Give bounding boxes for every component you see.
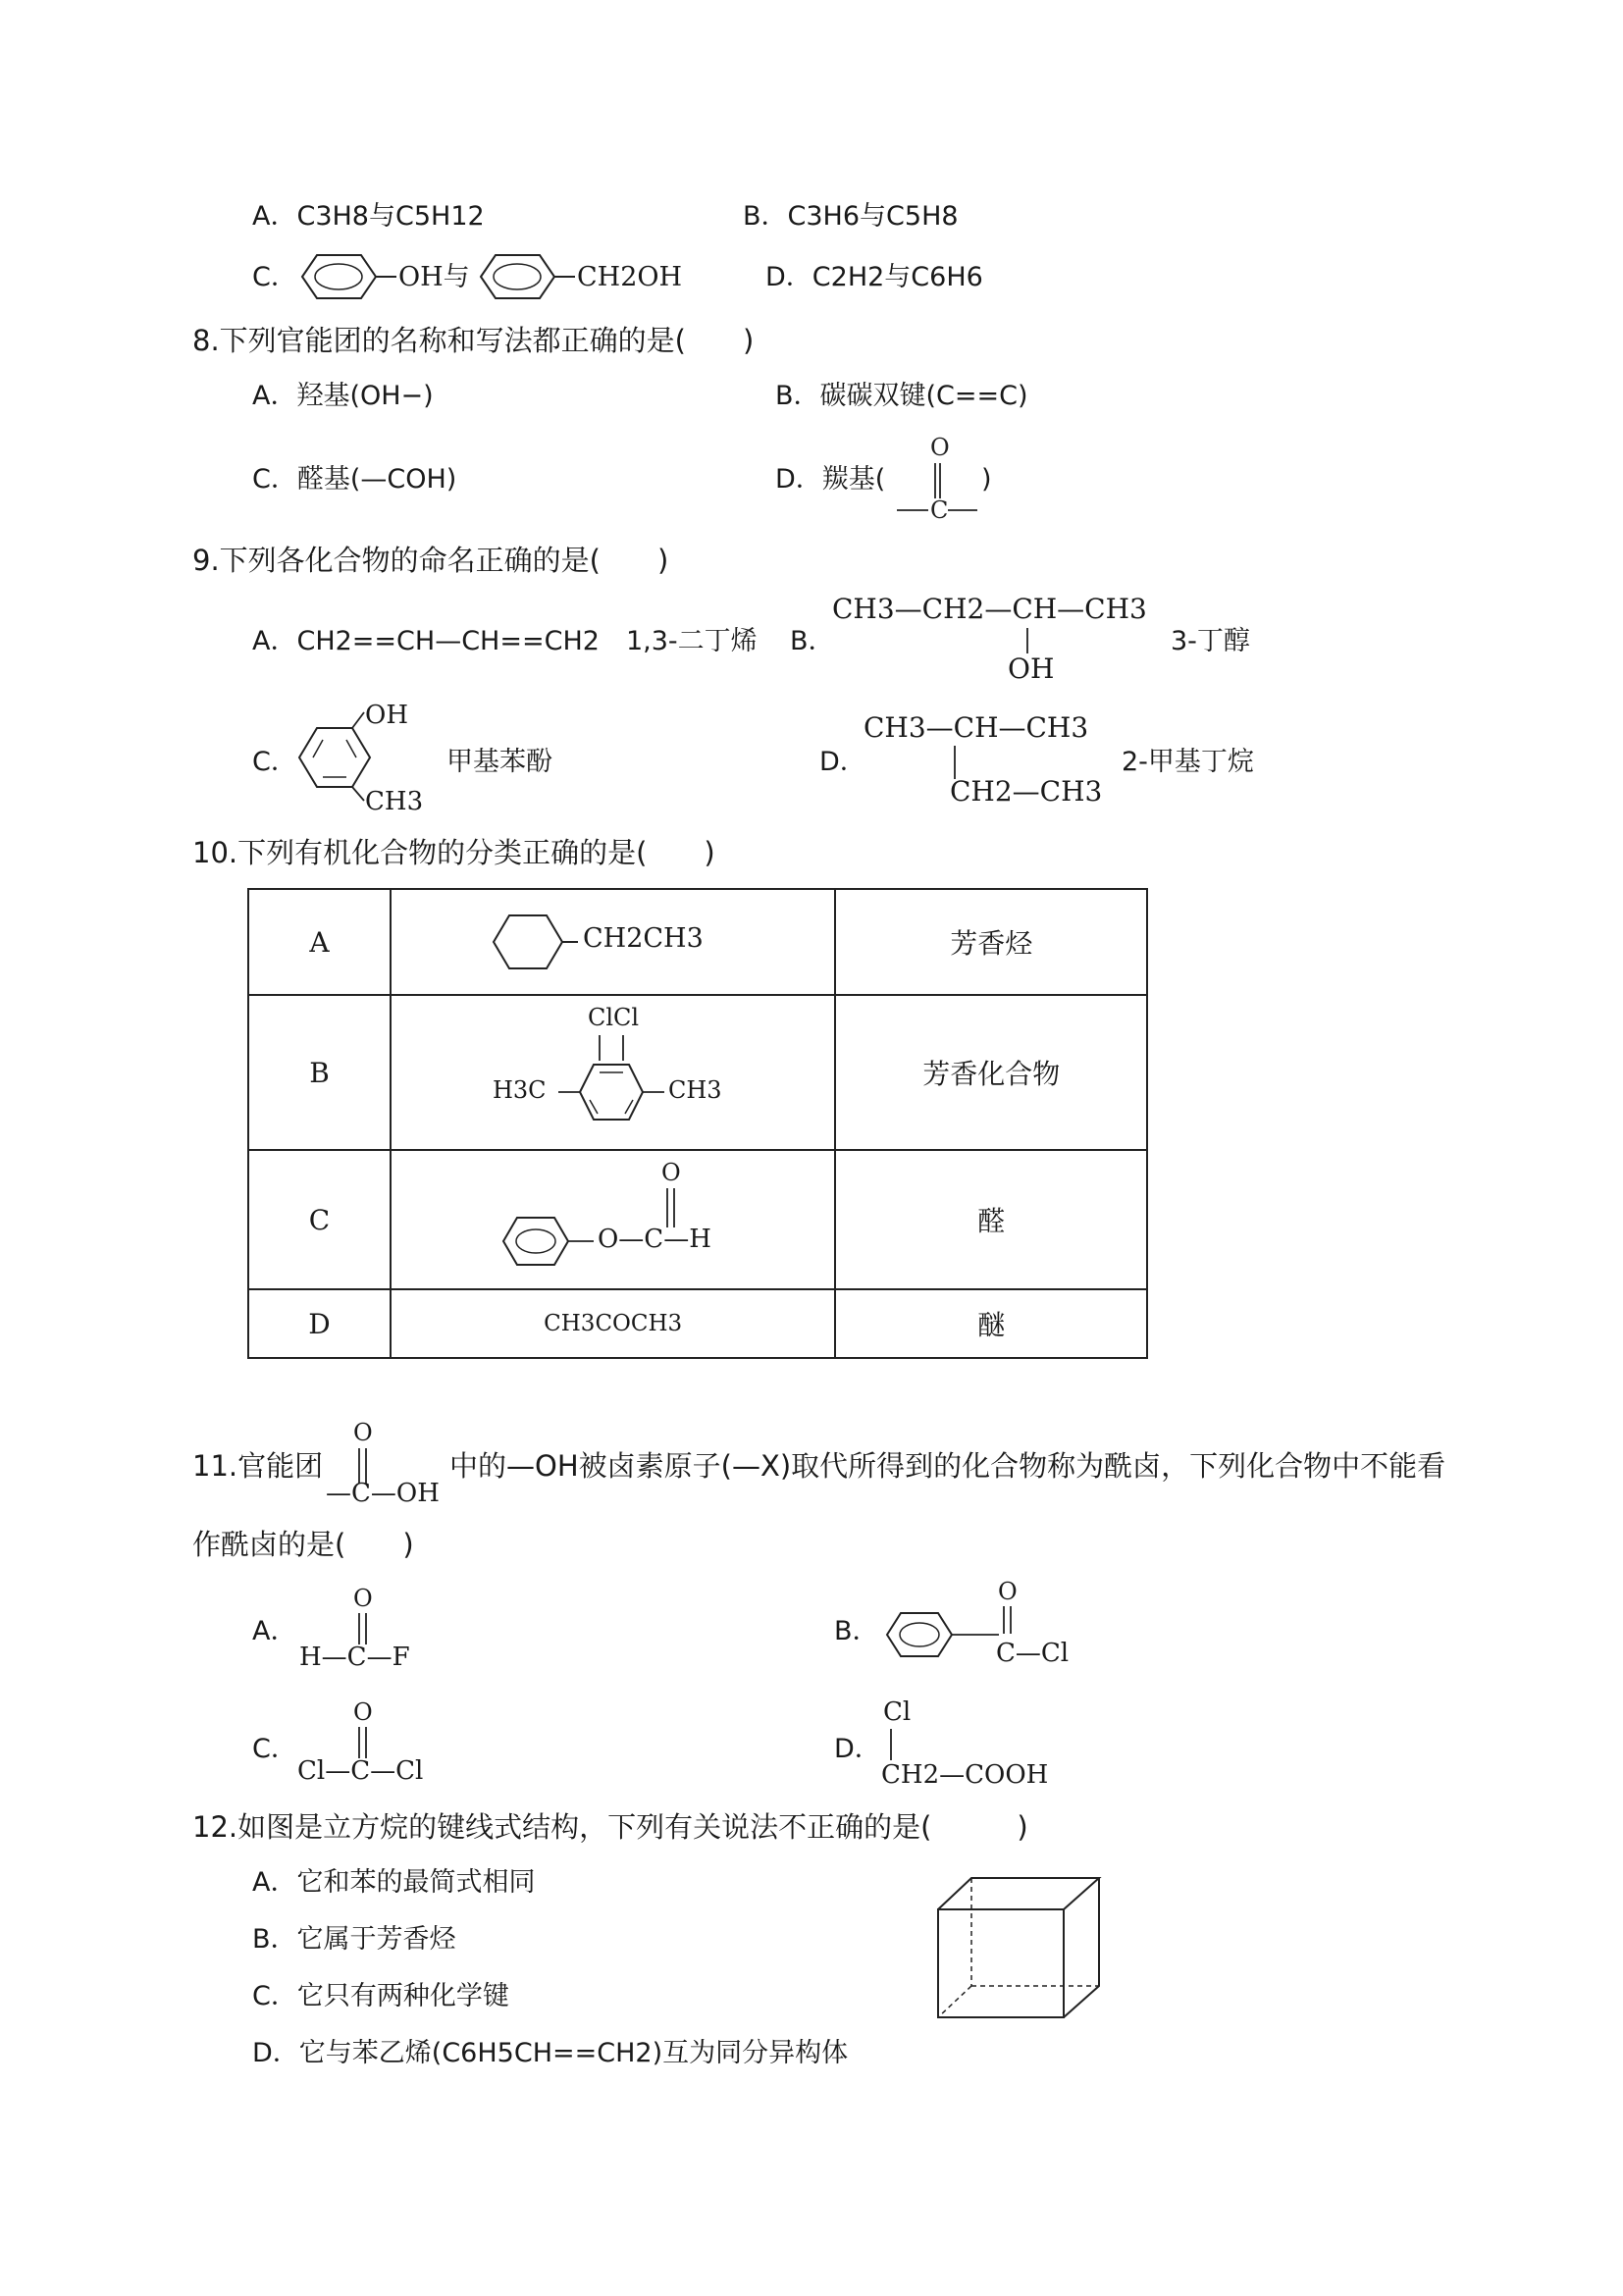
q11-option-c-label: C． bbox=[252, 1734, 297, 1764]
q11-stem-start: 11.官能团 bbox=[192, 1449, 324, 1483]
q8-option-b: B．碳碳双键(C==C) bbox=[775, 381, 1028, 411]
q8-stem: 8.下列官能团的名称和写法都正确的是( ) bbox=[192, 324, 755, 357]
q11-group-chain: —C—OH bbox=[326, 1479, 440, 1508]
methyl-right: CH3 bbox=[667, 1076, 722, 1104]
class-cell: 芳香化合物 bbox=[835, 995, 1147, 1150]
table-row bbox=[248, 1150, 1147, 1289]
q11-option-c-chain: Cl—C—Cl bbox=[297, 1756, 424, 1786]
table-row bbox=[248, 995, 1147, 1150]
q11-option-c-o: O bbox=[353, 1698, 373, 1726]
q7-option-c-label: C． bbox=[252, 262, 297, 292]
q12-stem: 12.如图是立方烷的键线式结构，下列有关说法不正确的是( ) bbox=[192, 1810, 1028, 1844]
q11-group-o: O bbox=[353, 1419, 373, 1446]
q11-stem-end: 中的—OH被卤素原子(—X)取代所得到的化合物称为酰卤，下列化合物中不能看 bbox=[449, 1449, 1446, 1483]
q9-option-c-oh: OH bbox=[365, 701, 408, 730]
class-cell: 醚 bbox=[835, 1289, 1147, 1358]
q9-option-b-formula: CH3—CH2—CH—CH3 bbox=[832, 593, 1147, 625]
table-row bbox=[248, 889, 1147, 995]
q11-option-d-label: D． bbox=[834, 1734, 881, 1764]
carbonyl-double-bond bbox=[664, 1188, 678, 1227]
q9-option-d-top: CH3—CH—CH3 bbox=[864, 711, 1089, 744]
benzene-ring-icon bbox=[503, 1218, 568, 1265]
q7-option-b: B．C3H6与C5H8 bbox=[743, 201, 959, 232]
q9-option-d-bottom: CH2—CH3 bbox=[950, 775, 1103, 808]
q8-option-d-close: ) bbox=[981, 464, 992, 495]
q7-option-c-mid: OH与 bbox=[398, 262, 470, 292]
structure-cell bbox=[391, 889, 835, 995]
q11-option-b-label: B． bbox=[834, 1616, 879, 1646]
q11-option-a-o: O bbox=[353, 1585, 373, 1612]
q12-option-d: D．它与苯乙烯(C6H5CH==CH2)互为同分异构体 bbox=[252, 2038, 849, 2068]
benzene-ring-icon bbox=[887, 1613, 952, 1656]
q11-option-a-chain: H—C—F bbox=[299, 1643, 410, 1672]
classification-table bbox=[247, 888, 1148, 1359]
benzene-ring-icon bbox=[302, 255, 376, 298]
q9-option-c-label: C． bbox=[252, 747, 297, 777]
structure-cell bbox=[391, 995, 835, 1150]
carbonyl-structure bbox=[891, 432, 979, 530]
svg-text:C: C bbox=[930, 496, 949, 524]
q9-option-a: A．CH2==CH—CH==CH2 1,3-二丁烯 bbox=[252, 626, 758, 656]
q9-d-bond bbox=[950, 746, 960, 779]
q9-stem: 9.下列各化合物的命名正确的是( ) bbox=[192, 544, 669, 577]
benzene-ring-icon bbox=[481, 255, 554, 298]
q11-option-a-label: A． bbox=[252, 1616, 297, 1646]
row-label: A bbox=[248, 889, 391, 995]
ester-chain: O—C—H bbox=[597, 1225, 711, 1254]
class-cell: 醛 bbox=[835, 1150, 1147, 1289]
benzoyl-chloride-structure bbox=[883, 1605, 1001, 1664]
q10-stem: 10.下列有机化合物的分类正确的是( ) bbox=[192, 836, 715, 869]
structure-cell: CH3COCH3 bbox=[391, 1289, 835, 1358]
q8-option-d-label: D．羰基( bbox=[775, 464, 886, 495]
q8-option-a: A．羟基(OH−) bbox=[252, 381, 434, 411]
cubane-figure bbox=[932, 1874, 1109, 2021]
q12-option-a: A．它和苯的最简式相同 bbox=[252, 1867, 536, 1898]
table-row bbox=[248, 1289, 1147, 1358]
q9-option-c-ch3: CH3 bbox=[365, 787, 424, 816]
row-label: B bbox=[248, 995, 391, 1150]
q9-option-b-label: B． bbox=[790, 626, 835, 656]
q9-option-d-name: 2-甲基丁烷 bbox=[1122, 747, 1254, 777]
row-label: C bbox=[248, 1150, 391, 1289]
q11-d-bond bbox=[886, 1729, 896, 1760]
dichloro-label: ClCl bbox=[587, 1004, 640, 1031]
q8-option-c: C．醛基(—COH) bbox=[252, 464, 457, 495]
dichloro-xylene-structure bbox=[539, 1031, 686, 1139]
q12-option-b: B．它属于芳香烃 bbox=[252, 1924, 456, 1955]
q12-option-c: C．它只有两种化学键 bbox=[252, 1981, 509, 2011]
svg-text:O: O bbox=[930, 434, 950, 461]
benzene-ring-icon bbox=[299, 728, 370, 787]
q7-option-a: A．C3H8与C5H12 bbox=[252, 201, 485, 232]
q11-option-b-chain: C—Cl bbox=[996, 1639, 1070, 1668]
q9-option-b-name: 3-丁醇 bbox=[1171, 626, 1250, 656]
q11-option-d-chain: CH2—COOH bbox=[881, 1760, 1049, 1790]
q9-option-d-label: D． bbox=[819, 747, 866, 777]
q11-b-double-bond bbox=[1001, 1606, 1015, 1634]
class-cell: 芳香烃 bbox=[835, 889, 1147, 995]
q9-b-bond bbox=[1022, 628, 1032, 653]
q11-option-b-o: O bbox=[998, 1578, 1018, 1605]
ethyl-group: CH2CH3 bbox=[582, 923, 704, 954]
q7-option-c-right: CH2OH bbox=[577, 262, 683, 292]
q11-stem-line2: 作酰卤的是( ) bbox=[192, 1528, 414, 1561]
carbonyl-o: O bbox=[660, 1159, 681, 1186]
methyl-left: H3C bbox=[492, 1076, 547, 1104]
q7-option-d: D．C2H2与C6H6 bbox=[765, 262, 983, 292]
structure-cell bbox=[391, 1150, 835, 1289]
cyclohexane-structure bbox=[490, 908, 578, 976]
q9-option-c-name: 甲基苯酚 bbox=[446, 747, 552, 777]
row-label: D bbox=[248, 1289, 391, 1358]
q11-option-d-cl: Cl bbox=[883, 1697, 912, 1727]
q9-option-b-oh: OH bbox=[1008, 652, 1055, 685]
